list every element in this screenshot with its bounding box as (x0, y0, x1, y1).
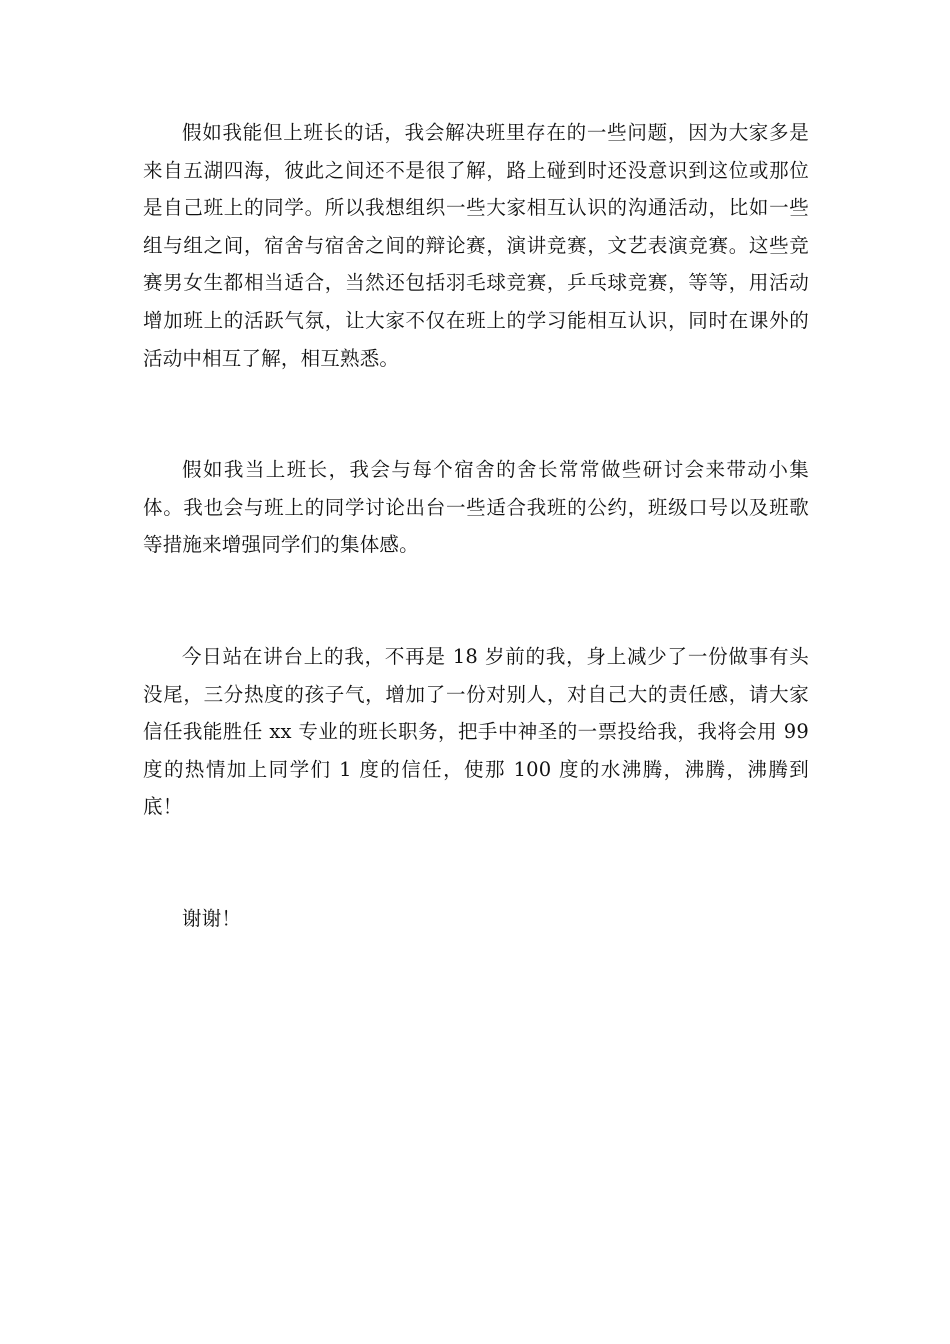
closing-thanks: 谢谢！ (182, 906, 242, 930)
paragraph-3: 今日站在讲台上的我，不再是 18 岁前的我，身上减少了一份做事有头没尾，三分热度的孩子气，增加了一份对别人，对自己大的责任感，请大家信任我能胜任 xx 专业的班长职务，把手中神圣的一票投给我，我将会用 99 度的热情加上同学们 1 度的信任，使那 100 度的水沸腾，沸腾，沸腾到底！ (143, 644, 809, 819)
paragraph-1: 假如我能但上班长的话，我会解决班里存在的一些问题，因为大家多是来自五湖四海，彼此之间还不是很了解，路上碰到时还没意识到这位或那位是自己班上的同学。所以我想组织一些大家相互认识的沟通活动，比如一些组与组之间，宿舍与宿舍之间的辩论赛，演讲竞赛，文艺表演竞赛。这些竞赛男女生都相当适合，当然还包括羽毛球竞赛，乒乓球竞赛，等等，用活动增加班上的活跃气氛，让大家不仅在班上的学习能相互认识，同时在课外的活动中相互了解，相互熟悉。 (143, 121, 809, 370)
paragraph-2: 假如我当上班长，我会与每个宿舍的舍长常常做些研讨会来带动小集体。我也会与班上的同学讨论出台一些适合我班的公约，班级口号以及班歌等措施来增强同学们的集体感。 (143, 458, 809, 557)
document-body (143, 114, 809, 938)
